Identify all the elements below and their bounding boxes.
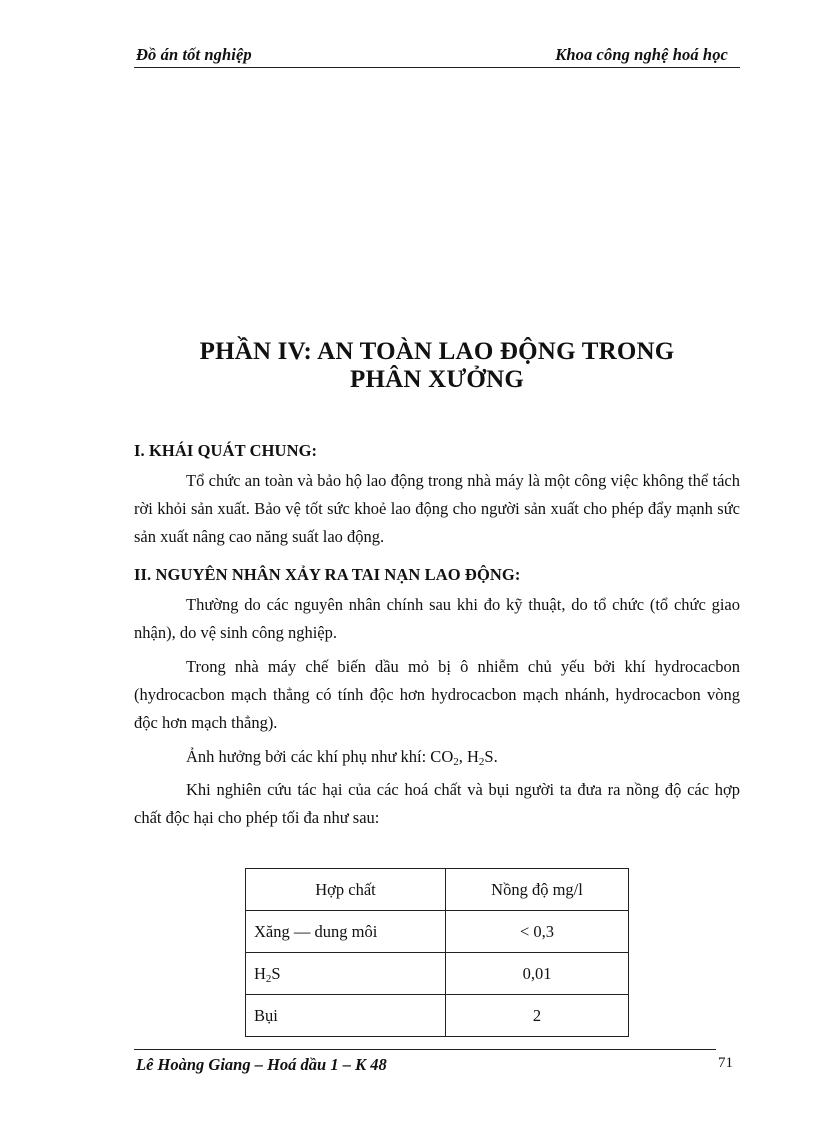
section-2-paragraph-2: Trong nhà máy chế biến dầu mỏ bị ô nhiễm chủ yếu bởi khí hydrocacbon (hydrocacbon mạch thẳng có tính độc hơn hydrocacbon mạch nhánh, hydrocacbon vòng độc hơn mạch thẳng). <box>134 657 740 732</box>
table-cell-compound: Xăng — dung môi <box>246 911 446 953</box>
footer-divider <box>134 1049 716 1050</box>
h2s-subscript: 2 <box>478 756 485 768</box>
header-right-title: Khoa công nghệ hoá học <box>555 45 728 64</box>
page-number: 71 <box>718 1055 733 1071</box>
header-left-title: Đồ án tốt nghiệp <box>136 45 252 64</box>
part-title <box>134 338 740 394</box>
gases-text-suffix: S. <box>484 747 498 766</box>
table-row <box>246 953 629 995</box>
h2s-s: S <box>271 963 281 983</box>
section-2-paragraph-1: Thường do các nguyên nhân chính sau khi đo kỹ thuật, do tổ chức (tổ chức giao nhận), do vệ sinh công nghiệp. <box>134 595 740 642</box>
section-2-paragraph-4: Khi nghiên cứu tác hại của các hoá chất và bụi người ta đưa ra nồng độ các hợp chất độc hại cho phép tối đa như sau: <box>134 780 740 827</box>
table-cell-compound: Bụi <box>246 995 446 1037</box>
section-2-paragraph-3 <box>134 743 740 771</box>
section-2-heading: II. NGUYÊN NHÂN XẢY RA TAI NẠN LAO ĐỘNG: <box>134 565 521 584</box>
table-row <box>246 911 629 953</box>
h2s-h: H <box>254 963 266 983</box>
table-cell-compound <box>246 953 446 995</box>
section-1-paragraph: Tổ chức an toàn và bảo hộ lao động trong nhà máy là một công việc không thể tách rời khỏi sản xuất. Bảo vệ tốt sức khoẻ lao động cho người sản xuất cho phép đẩy mạnh sức sản xuất nâng cao năng suất lao động. <box>134 471 740 546</box>
gases-text-prefix: Ảnh hưởng bởi các khí phụ như khí: CO <box>186 747 454 766</box>
h2s-table-subscript: 2 <box>265 972 272 985</box>
gases-text-middle: , H <box>458 747 479 766</box>
section-1-heading: I. KHÁI QUÁT CHUNG: <box>134 441 318 460</box>
part-title-line-2: PHÂN XƯỞNG <box>350 366 524 393</box>
header-divider <box>134 67 740 68</box>
table-row <box>246 995 629 1037</box>
table-header-compound: Hợp chất <box>246 869 446 911</box>
part-title-line-1: PHẦN IV: AN TOÀN LAO ĐỘNG TRONG <box>199 338 675 365</box>
co2-subscript: 2 <box>453 756 459 768</box>
table-header-row <box>246 869 629 911</box>
footer-author: Lê Hoàng Giang – Hoá dầu 1 – K 48 <box>136 1055 387 1074</box>
toxic-compounds-table <box>245 868 629 1037</box>
table-header-concentration: Nồng độ mg/l <box>446 869 629 911</box>
table-cell-concentration: 2 <box>446 995 629 1037</box>
table-cell-concentration: < 0,3 <box>446 911 629 953</box>
table-cell-concentration: 0,01 <box>446 953 629 995</box>
